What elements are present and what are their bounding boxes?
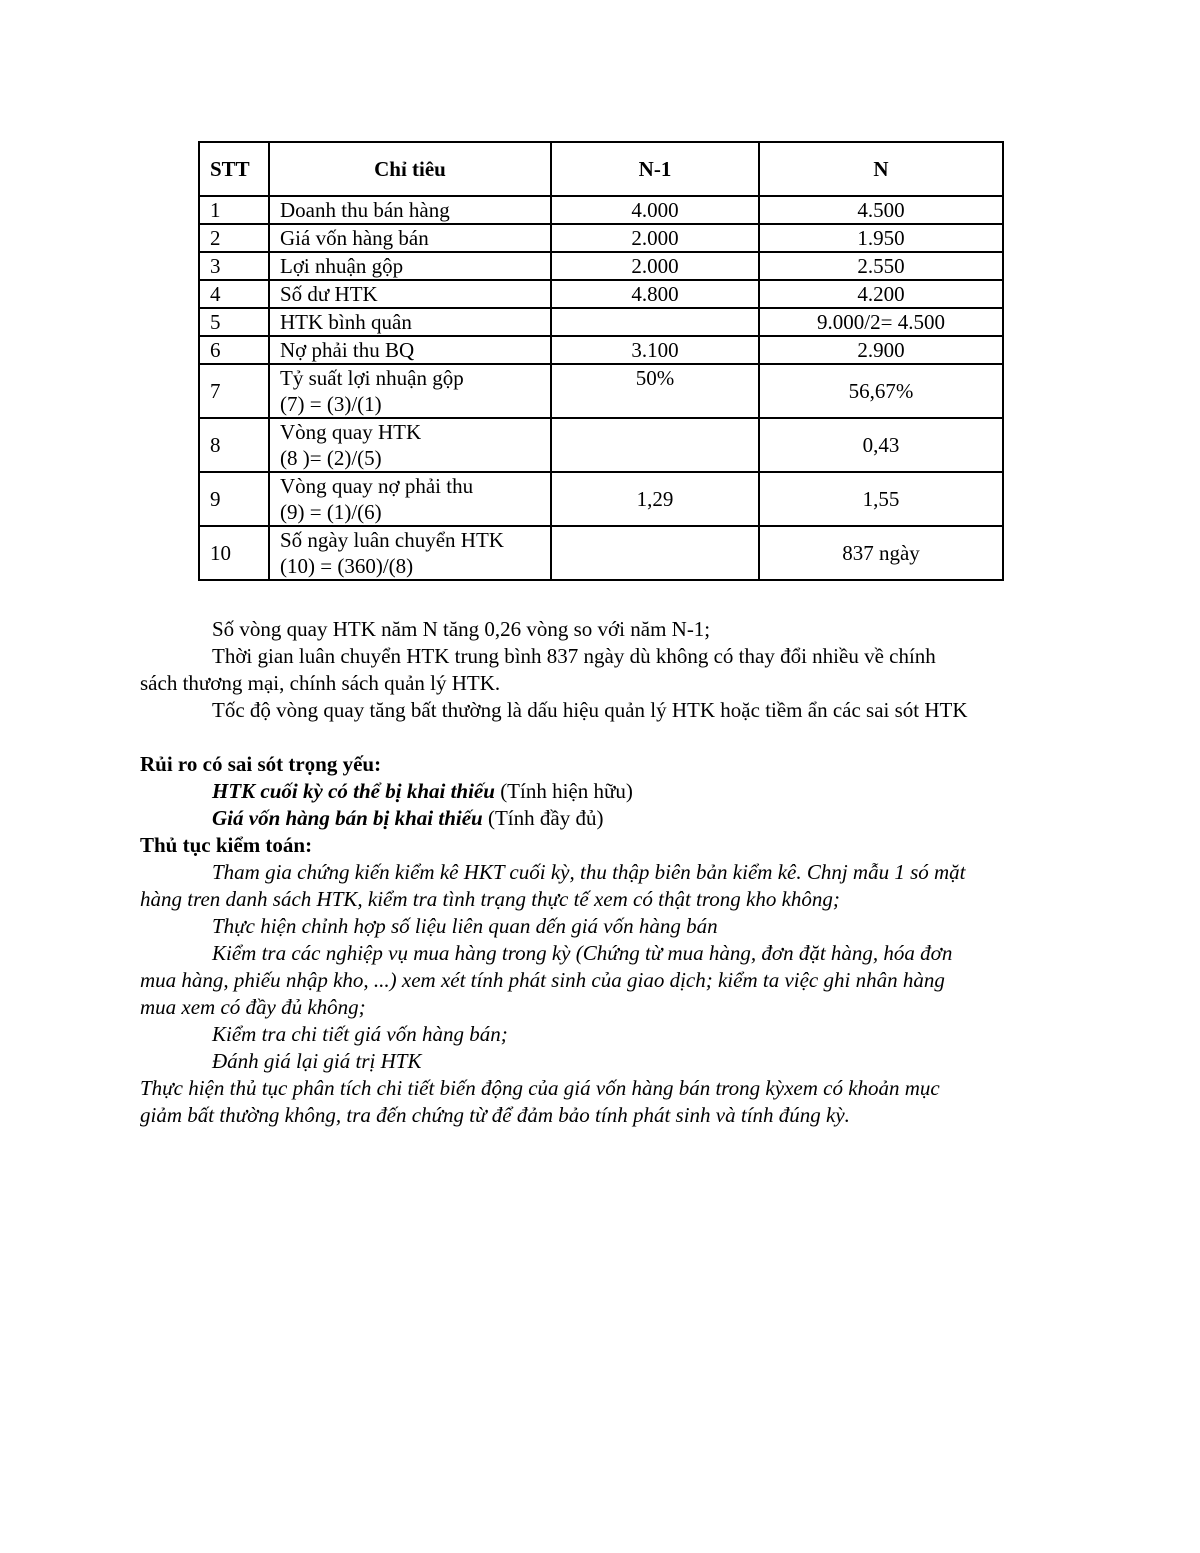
cell-n-minus-1 xyxy=(551,526,759,580)
table-row xyxy=(199,224,1003,252)
cell-label-formula: (8 )= (2)/(5) xyxy=(280,446,382,470)
cell-n: 837 ngày xyxy=(759,526,1003,580)
cell-label-formula: (9) = (1)/(6) xyxy=(280,500,382,524)
cell-n-minus-1: 3.100 xyxy=(551,336,759,364)
metrics-table xyxy=(198,141,1004,581)
cell-n: 1,55 xyxy=(759,472,1003,526)
cell-stt: 3 xyxy=(199,252,269,280)
analysis-paragraph: Số vòng quay HTK năm N tăng 0,26 vòng so với năm N-1; xyxy=(212,617,711,641)
cell-n: 0,43 xyxy=(759,418,1003,472)
cell-n-minus-1: 4.000 xyxy=(551,196,759,224)
analysis-section xyxy=(140,616,1070,724)
analysis-paragraph: Tốc độ vòng quay tăng bất thường là dấu hiệu quản lý HTK hoặc tiềm ẩn các sai sót HTK xyxy=(212,698,968,722)
cell-label: Số dư HTK xyxy=(269,280,551,308)
table-row xyxy=(199,196,1003,224)
cell-label xyxy=(269,526,551,580)
cell-label-formula: (7) = (3)/(1) xyxy=(280,392,382,416)
header-stt: STT xyxy=(199,142,269,196)
cell-label-line1: Vòng quay nợ phải thu xyxy=(280,474,474,498)
cell-label-line1: Tỷ suất lợi nhuận gộp xyxy=(280,366,464,390)
procedure-item-cont: mua xem có đầy đủ không; xyxy=(140,995,366,1019)
procedure-item: Kiểm tra chi tiết giá vốn hàng bán; xyxy=(212,1022,508,1046)
procedure-item-cont: mua hàng, phiếu nhập kho, ...) xem xét tính phát sinh của giao dịch; kiểm ta việc ghi nhân hàng xyxy=(140,968,945,992)
cell-label xyxy=(269,472,551,526)
risk-heading: Rủi ro có sai sót trọng yếu: xyxy=(140,752,382,776)
cell-n: 4.200 xyxy=(759,280,1003,308)
cell-n-minus-1 xyxy=(551,308,759,336)
procedures-heading: Thủ tục kiểm toán: xyxy=(140,833,313,857)
procedure-item-cont: hàng tren danh sách HTK, kiểm tra tình trạng thực tế xem có thật trong kho không; xyxy=(140,887,840,911)
table-row xyxy=(199,364,1003,418)
risk-item-title: HTK cuối kỳ có thể bị khai thiếu xyxy=(212,779,495,803)
cell-stt: 9 xyxy=(199,472,269,526)
table-row xyxy=(199,308,1003,336)
cell-label xyxy=(269,418,551,472)
procedure-item: Thực hiện thủ tục phân tích chi tiết biến động của giá vốn hàng bán trong kỳxem có khoản mục xyxy=(140,1076,940,1100)
cell-n: 56,67% xyxy=(759,364,1003,418)
cell-n-minus-1 xyxy=(551,418,759,472)
table-row xyxy=(199,472,1003,526)
cell-n: 9.000/2= 4.500 xyxy=(759,308,1003,336)
procedure-item: Thực hiện chỉnh hợp số liệu liên quan dến giá vốn hàng bán xyxy=(212,914,718,938)
cell-stt: 1 xyxy=(199,196,269,224)
cell-n: 1.950 xyxy=(759,224,1003,252)
cell-n-minus-1: 1,29 xyxy=(551,472,759,526)
risk-item xyxy=(140,778,1070,805)
cell-label: Giá vốn hàng bán xyxy=(269,224,551,252)
table-row xyxy=(199,252,1003,280)
cell-stt: 6 xyxy=(199,336,269,364)
cell-n-minus-1: 50% xyxy=(551,364,759,418)
cell-label: HTK bình quân xyxy=(269,308,551,336)
risk-item-assertion: (Tính đầy đủ) xyxy=(482,806,604,830)
table-header-row xyxy=(199,142,1003,196)
procedure-item: Kiểm tra các nghiệp vụ mua hàng trong kỳ (Chứng từ mua hàng, đơn đặt hàng, hóa đơn xyxy=(212,941,953,965)
analysis-paragraph-cont: sách thương mại, chính sách quản lý HTK. xyxy=(140,671,501,695)
cell-label-formula: (10) = (360)/(8) xyxy=(280,554,414,578)
header-n-minus-1: N-1 xyxy=(551,142,759,196)
cell-stt: 8 xyxy=(199,418,269,472)
header-n: N xyxy=(759,142,1003,196)
risk-item xyxy=(140,805,1070,832)
cell-n-minus-1: 4.800 xyxy=(551,280,759,308)
cell-label: Doanh thu bán hàng xyxy=(269,196,551,224)
cell-label: Nợ phải thu BQ xyxy=(269,336,551,364)
cell-n-minus-1: 2.000 xyxy=(551,224,759,252)
cell-n: 2.550 xyxy=(759,252,1003,280)
risk-section xyxy=(140,751,1070,1129)
cell-label-line1: Vòng quay HTK xyxy=(280,420,422,444)
table-row xyxy=(199,418,1003,472)
table-row xyxy=(199,336,1003,364)
table-row xyxy=(199,526,1003,580)
table-row xyxy=(199,280,1003,308)
cell-label-line1: Số ngày luân chuyển HTK xyxy=(280,528,504,552)
procedure-item-cont: giảm bất thường không, tra đến chứng từ để đảm bảo tính phát sinh và tính đúng kỳ. xyxy=(140,1103,850,1127)
cell-n-minus-1: 2.000 xyxy=(551,252,759,280)
cell-n: 2.900 xyxy=(759,336,1003,364)
cell-stt: 4 xyxy=(199,280,269,308)
cell-stt: 2 xyxy=(199,224,269,252)
cell-label xyxy=(269,364,551,418)
analysis-paragraph: Thời gian luân chuyển HTK trung bình 837 ngày dù không có thay đổi nhiều về chính xyxy=(212,644,936,668)
risk-item-assertion: (Tính hiện hữu) xyxy=(494,779,633,803)
cell-stt: 7 xyxy=(199,364,269,418)
cell-label: Lợi nhuận gộp xyxy=(269,252,551,280)
cell-stt: 10 xyxy=(199,526,269,580)
cell-n: 4.500 xyxy=(759,196,1003,224)
cell-stt: 5 xyxy=(199,308,269,336)
procedure-item: Tham gia chứng kiến kiểm kê HKT cuối kỳ, thu thập biên bản kiểm kê. Chnj mẫu 1 só mặt xyxy=(212,860,966,884)
risk-item-title: Giá vốn hàng bán bị khai thiếu xyxy=(212,806,483,830)
procedure-item: Đánh giá lại giá trị HTK xyxy=(212,1049,422,1073)
header-indicator: Chỉ tiêu xyxy=(269,142,551,196)
